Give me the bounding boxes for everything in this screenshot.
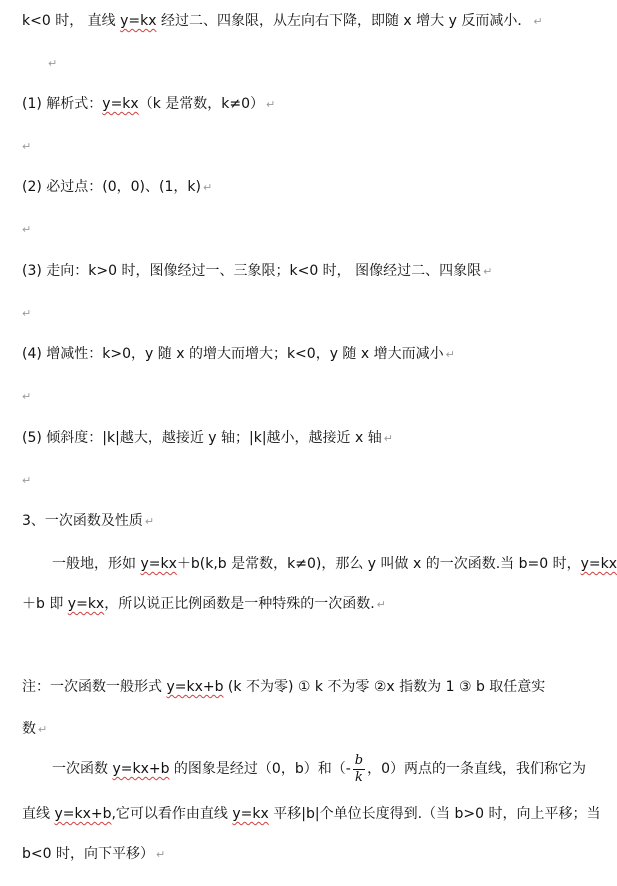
text-line-1: [22, 12, 543, 31]
text-line-5: [22, 345, 455, 364]
line-text: k<0 时， 直线 y=kx 经过二、四象限，从左向右下降，即随 x 增大 y 反而减小．: [22, 13, 532, 29]
line-text: 3、一次函数及性质: [22, 513, 143, 529]
text-line-6: [22, 429, 393, 448]
line-text: (2) 必过点：(0，0)、(1，k): [22, 179, 201, 195]
empty-paragraph-mark: ↵: [22, 390, 32, 403]
line-text: 一次函数 y=kx+b 的图象是经过（0，b）和（-: [52, 761, 351, 777]
text-line-2: [22, 95, 275, 114]
text-line-13: [22, 805, 600, 823]
paragraph-mark: ↵: [483, 265, 493, 278]
fraction-denominator: k: [355, 769, 363, 785]
paragraph-mark: ↵: [144, 515, 155, 528]
line-text: (3) 走向：k>0 时，图像经过一、三象限；k<0 时， 图像经过二、四象限: [22, 263, 482, 279]
line-text: ＋b 即 y=kx，所以说正比例函数是一种特殊的一次函数.: [22, 596, 375, 612]
fraction-numerator: b: [354, 752, 364, 768]
line-text: (4) 增减性：k>0，y 随 x 的增大而增大；k<0，y 随 x 增大而减小: [22, 346, 444, 362]
paragraph-mark: ↵: [266, 98, 276, 111]
text-line-8: [52, 555, 617, 573]
empty-paragraph-mark: ↵: [48, 57, 58, 70]
paragraph-mark: ↵: [376, 598, 386, 611]
empty-paragraph-mark: ↵: [22, 223, 32, 236]
empty-paragraph-mark: ↵: [22, 474, 32, 487]
line-text: ，0）两点的一条直线，我们称它为: [367, 761, 587, 777]
paragraph-mark: ↵: [533, 15, 543, 28]
empty-paragraph-mark: ↵: [22, 307, 32, 320]
text-line-14: [22, 845, 165, 864]
fraction-b-over-k: [353, 753, 365, 786]
text-line-11: [22, 720, 47, 739]
line-text: (1) 解析式：y=kx（k 是常数，k≠0）: [22, 96, 265, 112]
line-text: 注：一次函数一般形式 y=kx+b (k 不为零) ① k 不为零 ②x 指数为 1 ③ b 取任意实: [22, 679, 546, 695]
paragraph-mark: ↵: [38, 723, 48, 736]
line-text: 直线 y=kx+b,它可以看作由直线 y=kx 平移|b|个单位长度得到.（当 b>0 时，向上平移；当: [22, 806, 601, 822]
line-text: 数: [22, 721, 36, 737]
section-heading: [22, 512, 154, 531]
text-line-10: [22, 678, 545, 696]
line-text: b<0 时，向下平移）: [22, 846, 154, 862]
paragraph-mark: ↵: [445, 348, 455, 361]
text-line-3: [22, 178, 212, 197]
paragraph-mark: ↵: [155, 848, 166, 861]
paragraph-mark: ↵: [202, 181, 213, 194]
empty-paragraph-mark: ↵: [22, 140, 32, 153]
paragraph-mark: ↵: [383, 432, 393, 445]
line-text: 一般地，形如 y=kx＋b(k,b 是常数，k≠0)，那么 y 叫做 x 的一次函数.当 b=0 时，y=kx: [52, 556, 617, 572]
text-line-4: [22, 262, 492, 281]
text-line-9: [22, 595, 386, 614]
line-text: (5) 倾斜度：|k|越大，越接近 y 轴；|k|越小，越接近 x 轴: [22, 430, 382, 446]
text-line-12: [52, 752, 586, 786]
